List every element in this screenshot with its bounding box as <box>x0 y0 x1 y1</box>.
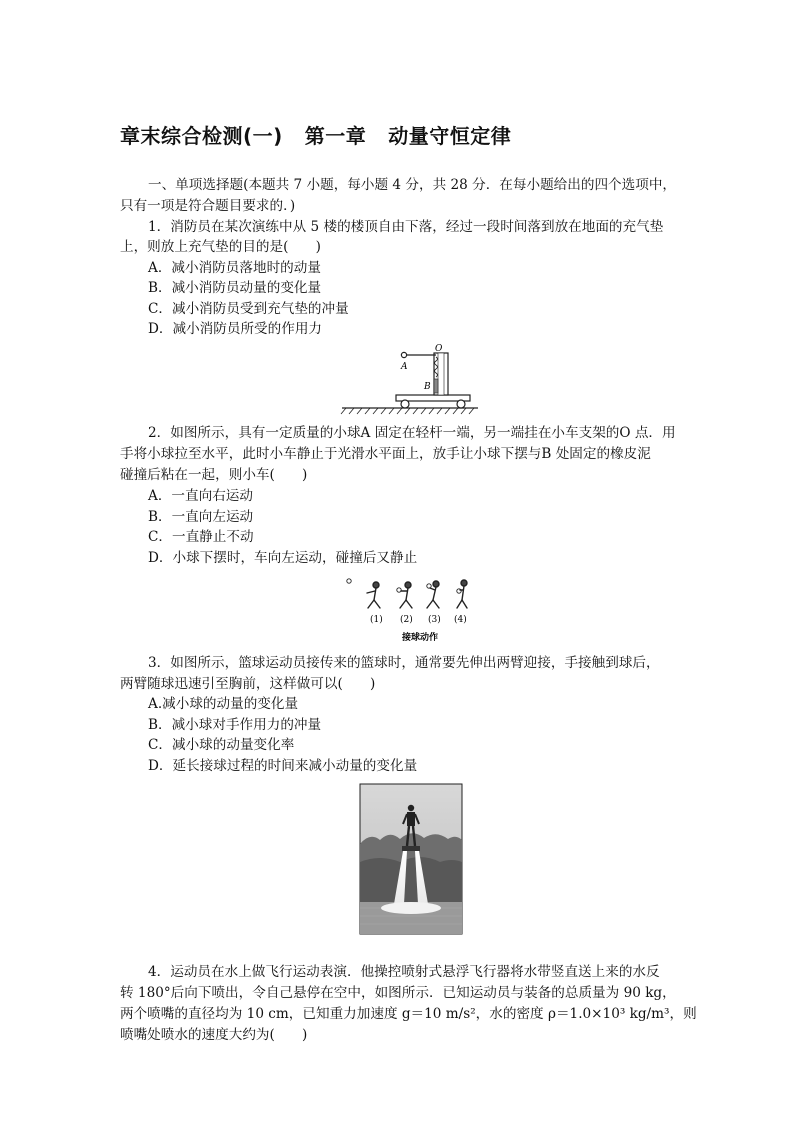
q3-option-d: D．延长接球过程的时间来减小动量的变化量 <box>148 758 418 774</box>
label-a: A <box>401 362 408 372</box>
q4-stem-line2: 转 180°后向下喷出，令自己悬停在空中，如图所示．已知运动员与装备的总质量为 90 kg， <box>120 985 676 1001</box>
sequence-label-4: (4) <box>454 615 467 625</box>
q1-stem-line2: 上，则放上充气垫的目的是( ) <box>120 239 321 255</box>
q3-stem-line1: 3．如图所示，篮球运动员接传来的篮球时，通常要先伸出两臂迎接，手接触到球后， <box>148 655 660 671</box>
q2-option-a: A．一直向右运动 <box>148 488 253 504</box>
q1-option-d: D．减小消防员所受的作用力 <box>148 321 323 337</box>
q2-stem-line2: 手将小球拉至水平，此时小车静止于光滑水平面上，放手让小球下摆与B 处固定的橡皮泥 <box>120 446 651 462</box>
q4-stem-line4: 喷嘴处喷水的速度大约为( ) <box>120 1027 308 1043</box>
q1-option-b: B．减小消防员动量的变化量 <box>148 280 322 296</box>
cart-pendulum-figure <box>340 345 480 417</box>
title-part2: 第一章 <box>304 124 367 148</box>
q3-option-a: A.减小球的动量的变化量 <box>148 696 299 712</box>
water-jetpack-photo <box>360 784 462 934</box>
sequence-label-2: (2) <box>400 615 413 625</box>
q2-option-d: D．小球下摆时，车向左运动，碰撞后又静止 <box>148 550 418 566</box>
figure-caption: 接球动作 <box>402 633 439 643</box>
q3-option-c: C．减小球的动量变化率 <box>148 737 295 753</box>
sequence-label-3: (3) <box>428 615 441 625</box>
page-title <box>120 120 511 149</box>
q2-option-b: B．一直向左运动 <box>148 509 254 525</box>
sequence-label-1: (1) <box>370 615 383 625</box>
q3-stem-line2: 两臂随球迅速引至胸前，这样做可以( ) <box>120 676 376 692</box>
q2-stem-line3: 碰撞后粘在一起，则小车( ) <box>120 467 308 483</box>
section-heading-line1: 一、单项选择题(本题共 7 小题，每小题 4 分，共 28 分．在每小题给出的四个选项中， <box>148 177 677 193</box>
q3-option-b: B．减小球对手作用力的冲量 <box>148 717 322 733</box>
q2-option-c: C．一直静止不动 <box>148 529 254 545</box>
title-part1: 章末综合检测(一) <box>120 124 283 148</box>
q4-stem-line3: 两个喷嘴的直径均为 10 cm，已知重力加速度 g＝10 m/s²，水的密度 ρ＝1.0×10³ kg/m³，则 <box>120 1006 697 1022</box>
label-o: O <box>435 344 443 354</box>
q1-option-a: A．减小消防员落地时的动量 <box>148 260 321 276</box>
q4-stem-line1: 4．运动员在水上做飞行运动表演．他操控喷射式悬浮飞行器将水带竖直送上来的水反 <box>148 964 660 980</box>
ball-catching-figure <box>340 576 480 646</box>
title-part3: 动量守恒定律 <box>388 124 512 148</box>
q1-option-c: C．减小消防员受到充气垫的冲量 <box>148 301 349 317</box>
label-b: B <box>424 382 431 392</box>
q2-stem-line1: 2．如图所示，具有一定质量的小球A 固定在轻杆一端，另一端挂在小车支架的O 点．用 <box>148 425 676 441</box>
q1-stem-line1: 1．消防员在某次演练中从 5 楼的楼顶自由下落，经过一段时间落到放在地面的充气垫 <box>148 219 664 235</box>
section-heading-line2: 只有一项是符合题目要求的．) <box>120 198 296 214</box>
